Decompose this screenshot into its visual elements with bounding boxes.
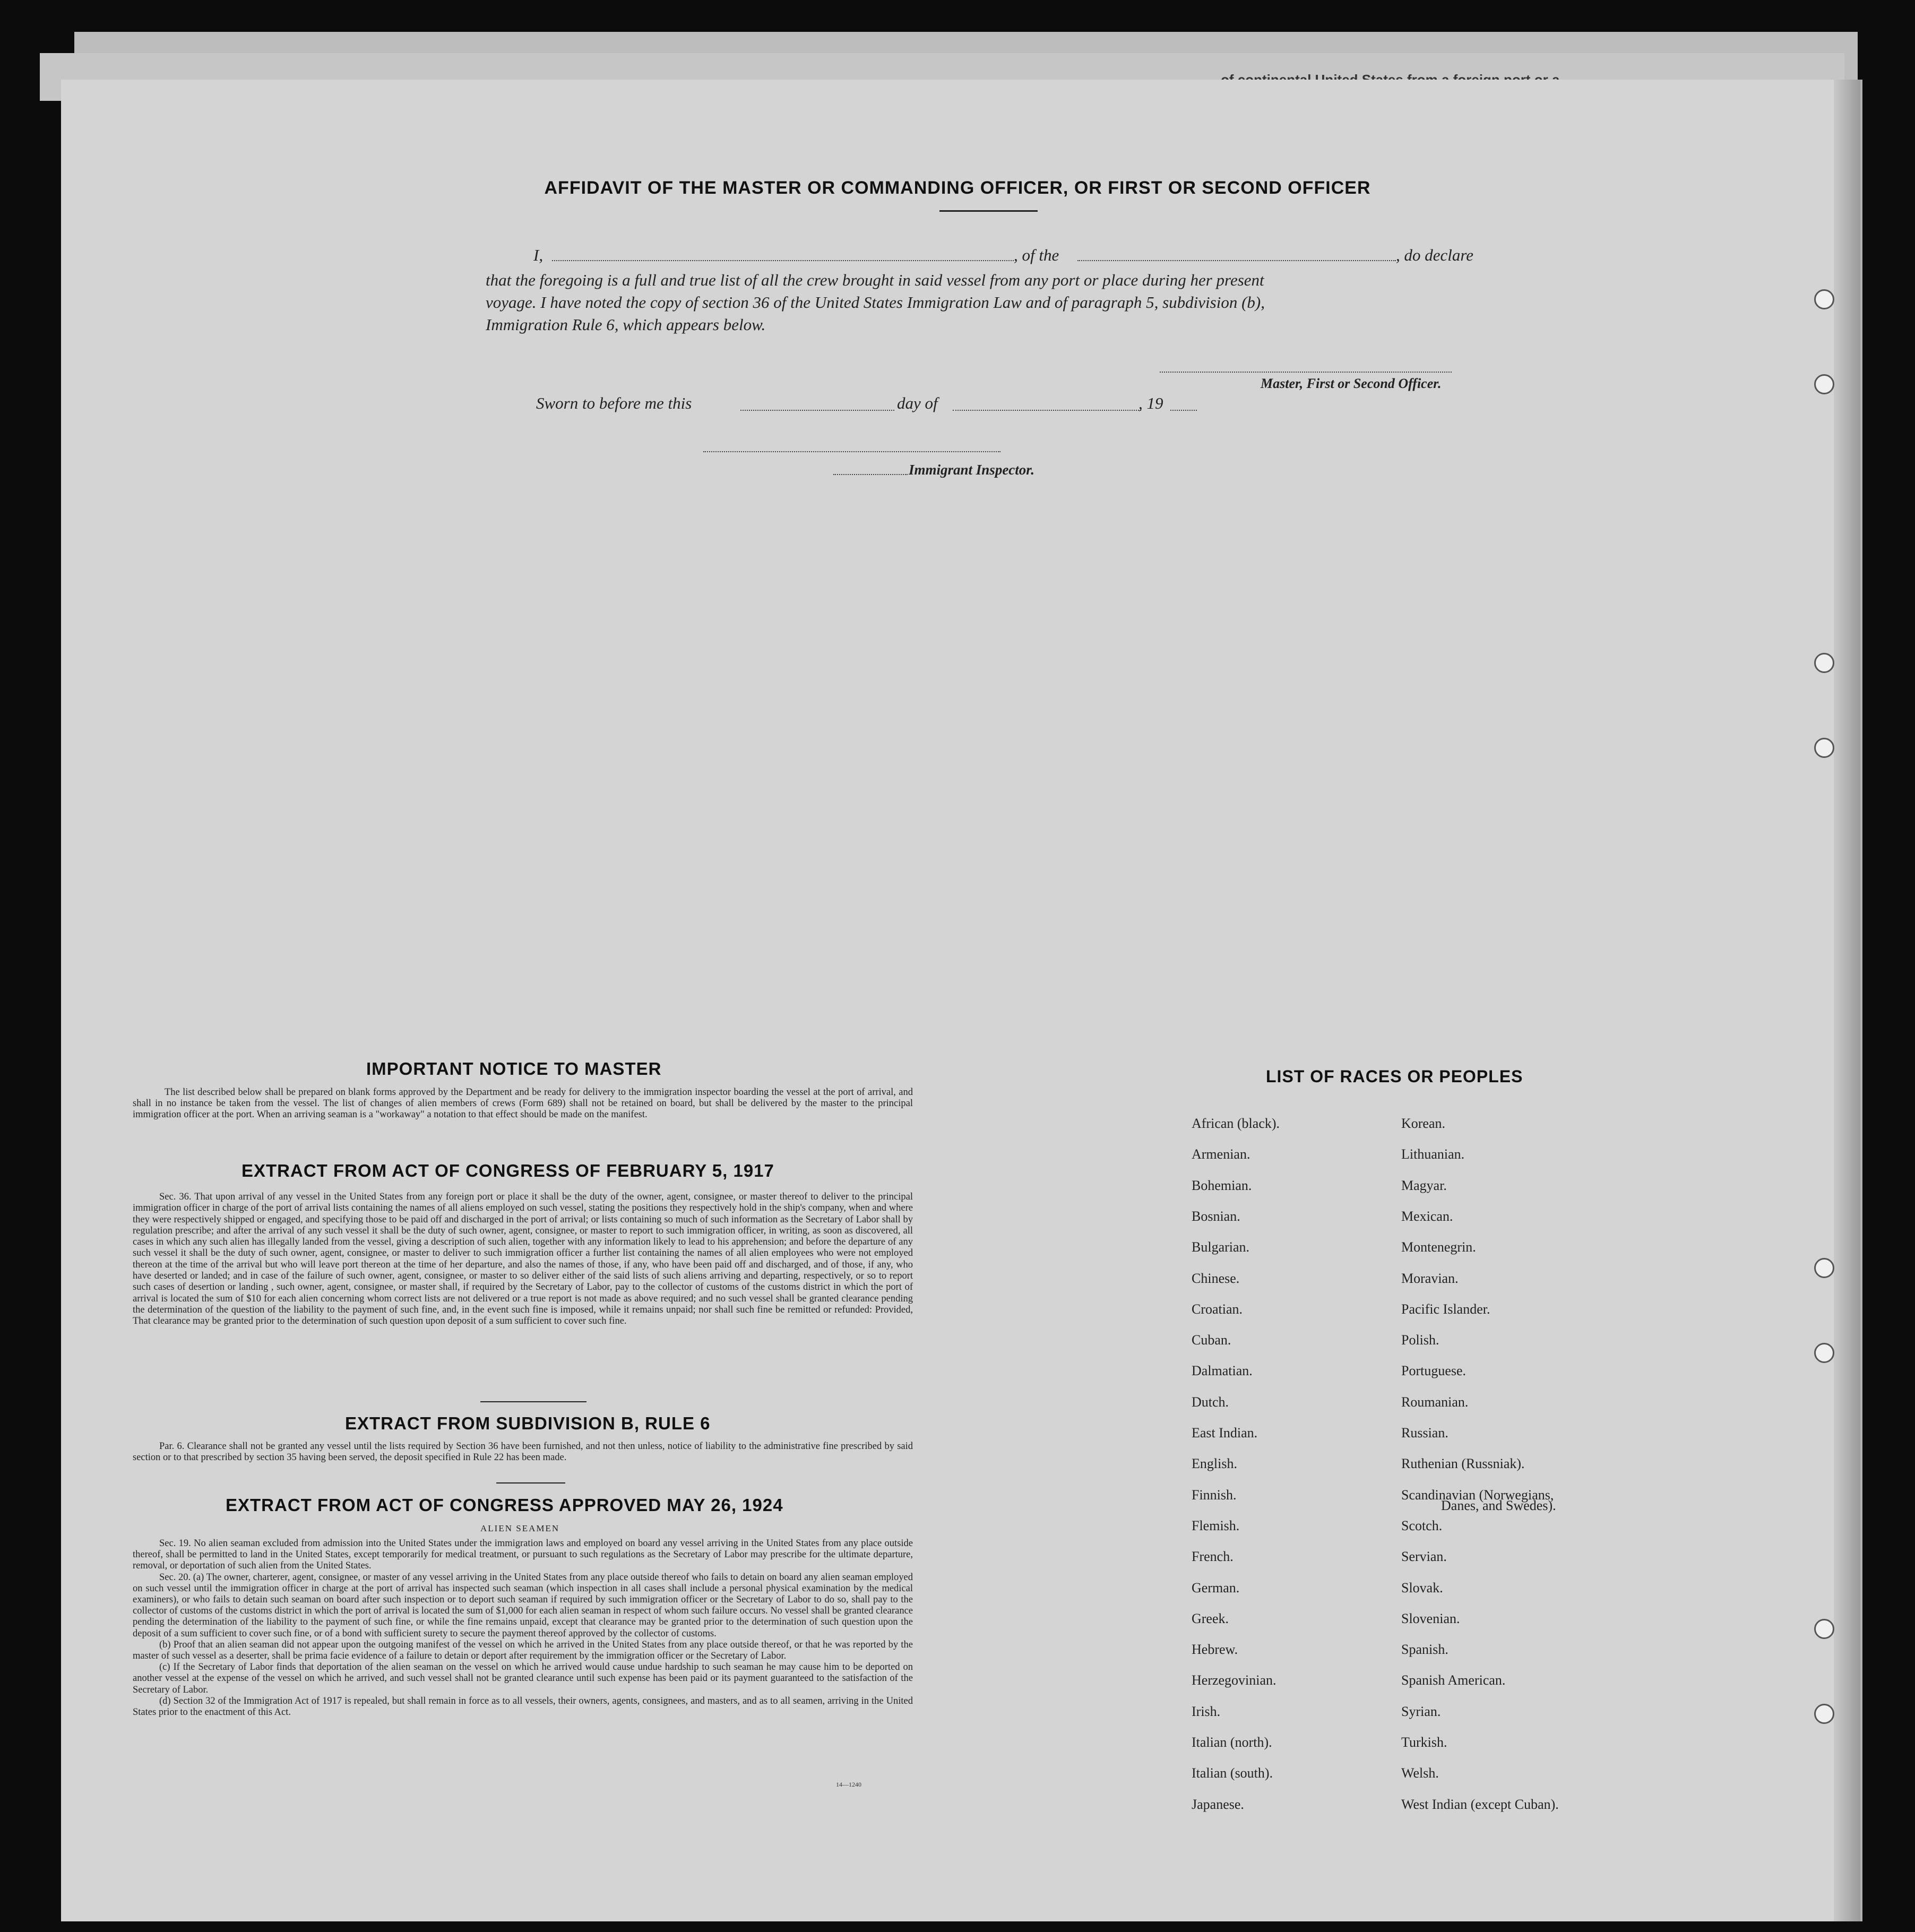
race-item: Russian. <box>1401 1425 1448 1441</box>
race-item: Bohemian. <box>1192 1177 1252 1193</box>
race-item: German. <box>1192 1580 1240 1595</box>
extract-1917-title: EXTRACT FROM ACT OF CONGRESS OF FEBRUARY 5, 1917 <box>241 1161 774 1180</box>
race-item: Chinese. <box>1192 1270 1240 1286</box>
race-item: Italian (south). <box>1192 1765 1273 1781</box>
notice-body: The list described below shall be prepared on blank forms approved by the Department and be ready for delivery to the immigration inspector boarding the vessel at the port of arrival, and shall in no instance be taken from the vessel. The list of changes of alien members of crews (Form 689) shall not be retained on board, but shall be delivered by the master to the principal immigration officer at the port. When an arriving seaman is a "workaway" a notation to that effect should be made on the manifest. <box>133 1087 913 1120</box>
race-item: Ruthenian (Russniak). <box>1401 1456 1525 1472</box>
inspector-prefix-line <box>833 474 908 475</box>
section-rule <box>480 1401 586 1402</box>
race-item: Montenegrin. <box>1401 1239 1476 1255</box>
extract-1917-body: Sec. 36. That upon arrival of any vessel in the United States from any foreign port or place it shall be the duty of the owner, agent, consignee, or master thereof to deliver to the principal immigration officer in charge of the port of arrival lists containing the names of all aliens employed on such vessel, stating the positions they respectively hold in the ship's company, when and where they were respectively shipped or engaged, and specifying those to be paid off and discharged in the port of arrival; or lists containing so much of such information as the Secretary of Labor shall by regulation prescribe; and after the arrival of any such vessel it shall be the duty of such owner, agent, consignee, or master to report to such immigration officer, in writing, as soon as discovered, all cases in which any such alien has illegally landed from the vessel, giving a description of such alien, together with any information likely to lead to his apprehension; and before the departure of any such vessel it shall be the duty of such owner, agent, consignee, or master to deliver to such immigration officer a further list containing the names of all alien employees who were not employed thereon at the time of the arrival but who will leave port thereon at the time of her departure, and also the names of those, if any, who have been paid off and discharged, and of those, if any, who have deserted or landed; and in case of the failure of such owner, agent, consignee, or master to so deliver either of the said lists of such aliens arriving and departing, respectively, or so to report such cases of desertion or landing , such owner, agent, consignee, or master shall, if required by the Secretary of Labor, pay to the collector of customs of the customs district in which the port of arrival is located the sum of $10 for each alien concerning whom correct lists are not delivered or a true report is not made as above required; and no such vessel shall be granted clearance pending the determination of the question of the liability to the payment of such fine, and, in the event such fine is imposed, while it remains unpaid; nor shall such fine be remitted or refunded: Provided, That clearance may be granted prior to the determination of such question upon deposit of a sum sufficient to cover such fine. <box>133 1192 913 1327</box>
sworn-text: Sworn to before me this <box>536 394 692 412</box>
race-item: Dalmatian. <box>1192 1363 1253 1379</box>
affidavit-of-the: , of the <box>1014 246 1059 264</box>
affidavit-line-1: that the foregoing is a full and true list of all the crew brought in said vessel from any port or place during her present <box>486 271 1264 289</box>
form-number: 14—1240 <box>836 1781 861 1788</box>
race-item: Scotch. <box>1401 1517 1443 1533</box>
inspector-signature-line[interactable] <box>703 451 1000 452</box>
race-item: Roumanian. <box>1401 1394 1469 1410</box>
race-item: Welsh. <box>1401 1765 1439 1781</box>
sec-19: Sec. 19. No alien seaman excluded from admission into the United States under the immigration laws and employed on board any vessel arriving in the United States from any place outside thereof, shall be permitted to land in the United States, except temporarily for medical treatment, or pursuant to such regulations as the Secretary of Labor may prescribe for the ultimate departure, removal, or deportation of such alien from the United States. <box>133 1538 913 1572</box>
race-item: East Indian. <box>1192 1425 1258 1441</box>
race-item: Polish. <box>1401 1332 1439 1348</box>
race-item: Croatian. <box>1192 1301 1243 1317</box>
inspector-label: Immigrant Inspector. <box>909 462 1035 478</box>
race-item: Dutch. <box>1192 1394 1229 1410</box>
race-item: Italian (north). <box>1192 1735 1272 1750</box>
race-item: West Indian (except Cuban). <box>1401 1796 1559 1812</box>
race-item: Armenian. <box>1192 1146 1250 1162</box>
affidavit-title: AFFIDAVIT OF THE MASTER OR COMMANDING OFFICER, OR FIRST OR SECOND OFFICER <box>544 178 1371 198</box>
race-item: Irish. <box>1192 1703 1221 1719</box>
race-item: Hebrew. <box>1192 1642 1238 1658</box>
race-item: African (black). <box>1192 1116 1280 1131</box>
sec-20c: (c) If the Secretary of Labor finds that deportation of the alien seaman on the vessel on which he arrived would cause undue hardship to such seaman he may cause him to be deported on another vessel at the expense of the vessel on which he arrived, and such vessel shall not be granted clearance until such expense has been paid or its payment guaranteed to the satisfaction of the Secretary of Labor. <box>133 1662 913 1695</box>
name-blank[interactable] <box>552 260 1014 261</box>
binder-hole <box>1814 1619 1834 1639</box>
race-item: Bosnian. <box>1192 1208 1240 1224</box>
binder-hole <box>1814 1343 1834 1363</box>
race-item: English. <box>1192 1456 1237 1472</box>
race-item: French. <box>1192 1549 1233 1565</box>
day-blank[interactable] <box>740 410 894 411</box>
title-rule <box>939 210 1038 212</box>
race-item: Turkish. <box>1401 1735 1447 1750</box>
extract-1924-body <box>133 1538 913 1718</box>
affidavit-line-3: Immigration Rule 6, which appears below. <box>486 315 766 334</box>
binder-hole <box>1814 1704 1834 1724</box>
extract-rule6-body: Par. 6. Clearance shall not be granted any vessel until the lists required by Section 36 have been furnished, and not then unless, notice of liability to the administrative fine prescribed by said section or to that prescribed by section 35 having been served, the deposit specified in Rule 22 has been made. <box>133 1441 913 1463</box>
race-item: Cuban. <box>1192 1332 1231 1348</box>
page-fold-edge <box>1834 80 1860 1921</box>
sec-20d: (d) Section 32 of the Immigration Act of 1917 is repealed, but shall remain in force as to all vessels, their owners, agents, consignees, and masters, and as to all seamen, arriving in the United States prior to the enactment of this Act. <box>133 1695 913 1718</box>
race-item: Bulgarian. <box>1192 1239 1250 1255</box>
year-text: , 19 <box>1138 394 1163 412</box>
races-title: LIST OF RACES OR PEOPLES <box>1266 1067 1523 1086</box>
binder-hole <box>1814 1258 1834 1278</box>
affidavit-line-2: voyage. I have noted the copy of section 36 of the United States Immigration Law and of paragraph 5, subdivision (b), <box>486 293 1265 312</box>
race-item: Japanese. <box>1192 1796 1244 1812</box>
sec-20a: Sec. 20. (a) The owner, charterer, agent, consignee, or master of any vessel arriving in the United States from any place outside thereof who fails to detain on board any alien seaman employed on such vessel until the immigration officer in charge at the port of arrival has inspected such seaman (which inspection in all cases shall include a personal physical examination by the medical examiners), or who fails to detain such seaman on board after such inspection or to deport such seaman if required by such immigration officer or the Secretary of Labor to do so, shall pay to the collector of customs of the customs district in which the port of arrival is located the sum of $1,000 for each alien seaman in respect of whom such failure occurs. No vessel shall be granted clearance pending the determination of the liability to the payment of such fine, or while the fine remains unpaid, except that clearance may be granted prior to the determination of such question upon the deposit of a sum sufficient to cover such fine, or of a bond with sufficient surety to secure the payment thereof approved by the collector of customs. <box>133 1572 913 1639</box>
affidavit-i: I, <box>533 246 544 264</box>
binder-hole <box>1814 653 1834 673</box>
binder-hole <box>1814 738 1834 758</box>
race-item: Spanish. <box>1401 1642 1448 1658</box>
master-signature-label: Master, First or Second Officer. <box>1261 376 1442 391</box>
race-item: Danes, and Swedes). <box>1441 1498 1556 1513</box>
race-item: Spanish American. <box>1401 1672 1506 1688</box>
race-item: Moravian. <box>1401 1270 1459 1286</box>
master-signature-line[interactable] <box>1160 372 1452 373</box>
sec-20b: (b) Proof that an alien seaman did not appear upon the outgoing manifest of the vessel on which he arrived in the United States from any place outside thereof, or that he was reported by the master of such vessel as a deserter, shall be prima facie evidence of a failure to detain or deport after requirement by the immigration officer or the Secretary of Labor. <box>133 1639 913 1662</box>
month-blank[interactable] <box>953 410 1141 411</box>
year-blank[interactable] <box>1170 410 1197 411</box>
race-item: Herzegovinian. <box>1192 1672 1276 1688</box>
race-item: Slovenian. <box>1401 1610 1460 1626</box>
race-item: Mexican. <box>1401 1208 1453 1224</box>
race-item: Magyar. <box>1401 1177 1447 1193</box>
race-item: Pacific Islander. <box>1401 1301 1490 1317</box>
race-item: Servian. <box>1401 1549 1447 1565</box>
extract-rule6-title: EXTRACT FROM SUBDIVISION B, RULE 6 <box>345 1413 711 1433</box>
race-item: Finnish. <box>1192 1487 1237 1503</box>
section-rule <box>496 1482 565 1484</box>
binder-hole <box>1814 374 1834 394</box>
race-item: Korean. <box>1401 1116 1446 1131</box>
vessel-blank[interactable] <box>1077 260 1396 261</box>
binder-hole <box>1814 289 1834 309</box>
race-item: Portuguese. <box>1401 1363 1467 1379</box>
race-item: Flemish. <box>1192 1517 1240 1533</box>
race-item: Syrian. <box>1401 1703 1441 1719</box>
affidavit-do-declare: , do declare <box>1396 246 1474 264</box>
race-item: Greek. <box>1192 1610 1229 1626</box>
race-item: Slovak. <box>1401 1580 1443 1595</box>
race-item: Lithuanian. <box>1401 1146 1465 1162</box>
extract-1924-title: EXTRACT FROM ACT OF CONGRESS APPROVED MAY 26, 1924 <box>226 1495 783 1515</box>
notice-title: IMPORTANT NOTICE TO MASTER <box>366 1059 662 1079</box>
alien-seamen-subtitle: ALIEN SEAMEN <box>480 1523 560 1533</box>
race-item: Scandinavian (Norwegians, <box>1401 1487 1554 1503</box>
day-of-text: day of <box>897 394 938 412</box>
